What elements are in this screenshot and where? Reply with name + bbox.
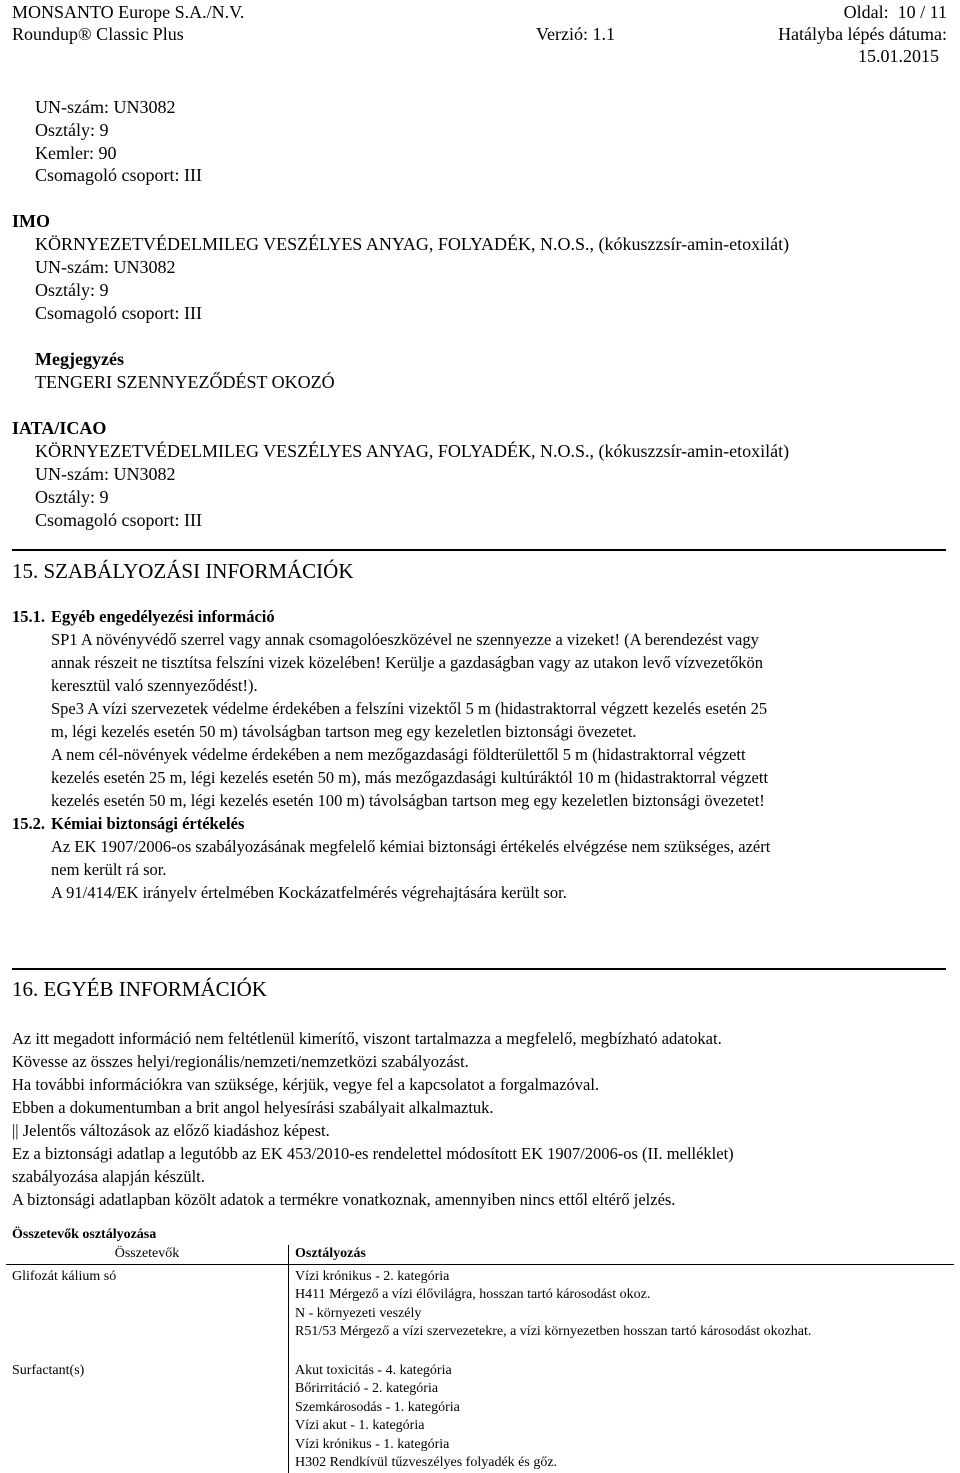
info-line: A biztonsági adatlapban közölt adatok a termékre vonatkoznak, amennyiben nincs ettől eltérő jelzés. — [12, 1190, 676, 1209]
imo-line: UN-szám: UN3082 — [35, 257, 176, 277]
classification-title: Összetevők osztályozása — [12, 1227, 157, 1242]
classification-table — [6, 1245, 954, 1473]
note-text: TENGERI SZENNYEZŐDÉST OKOZÓ — [35, 372, 335, 392]
iata-line: Osztály: 9 — [35, 487, 109, 507]
paragraph-line: annak részeit ne tisztítsa felszíni vizek közelében! Kerülje a gazdaságban vagy az utakon levő vízvezetőkön — [51, 653, 763, 672]
header-row-2 — [12, 24, 947, 45]
subsection-15-1-title: Egyéb engedélyezési információ — [51, 607, 275, 626]
classification-item: H302 Rendkívül tűzveszélyes folyadék és gőz. — [295, 1455, 558, 1470]
component-name: Glifozát kálium só — [6, 1264, 289, 1342]
section-15-title: 15. SZABÁLYOZÁSI INFORMÁCIÓK — [12, 559, 354, 583]
paragraph-line: kezelés esetén 50 m, légi kezelés esetén 100 m) távolságban tartson meg egy kezeletlen biztonsági övezetet! — [51, 791, 765, 810]
imo-line: KÖRNYEZETVÉDELMILEG VESZÉLYES ANYAG, FOLYADÉK, N.O.S., (kókuszzsír-amin-etoxilát) — [35, 234, 790, 254]
transport-line: Kemler: 90 — [35, 143, 117, 163]
section-divider — [12, 968, 946, 970]
paragraph-line: Az EK 1907/2006-os szabályozásának megfelelő kémiai biztonsági értékelés elvégzése nem szükséges, azért — [51, 837, 771, 856]
product-name: Roundup® Classic Plus — [12, 24, 184, 44]
subsection-15-2-number: 15.2. — [12, 814, 45, 833]
iata-line: Csomagoló csoport: III — [35, 510, 202, 530]
info-line: Ez a biztonsági adatlap a legutóbb az EK 453/2010-es rendelettel módosított EK 1907/2006-os (II. melléklet) — [12, 1144, 734, 1163]
info-line: Az itt megadott információ nem feltétlenül kimerítő, viszont tartalmazza a megfelelő, megbízható adatokat. — [12, 1029, 722, 1048]
subsection-15-1-number: 15.1. — [12, 607, 45, 626]
table-row — [6, 1362, 954, 1473]
classification-cell — [289, 1264, 955, 1342]
spacer-cell — [6, 1342, 289, 1362]
table-spacer — [6, 1342, 954, 1362]
column-header-classification: Osztályozás — [289, 1245, 955, 1264]
section-divider — [12, 549, 946, 551]
paragraph-line: nem került rá sor. — [51, 860, 167, 879]
info-line: Kövesse az összes helyi/regionális/nemzeti/nemzetközi szabályozást. — [12, 1052, 469, 1071]
note-title: Megjegyzés — [35, 349, 124, 369]
paragraph-line: A 91/414/EK irányelv értelmében Kockázatfelmérés végrehajtására került sor. — [51, 883, 567, 902]
effective-date: 15.01.2015 — [858, 46, 939, 66]
column-header-component: Összetevők — [6, 1245, 289, 1264]
imo-line: Csomagoló csoport: III — [35, 303, 202, 323]
info-line: szabályozása alapján készült. — [12, 1167, 205, 1186]
iata-line: KÖRNYEZETVÉDELMILEG VESZÉLYES ANYAG, FOLYADÉK, N.O.S., (kókuszzsír-amin-etoxilát) — [35, 441, 790, 461]
classification-item: Vízi krónikus - 1. kategória — [295, 1436, 450, 1452]
info-line: Ha további információkra van szüksége, kérjük, vegye fel a kapcsolatot a forgalmazóval. — [12, 1075, 600, 1094]
paragraph-line: keresztül való szennyeződést!). — [51, 676, 258, 695]
imo-title: IMO — [12, 211, 50, 231]
classification-cell — [289, 1362, 955, 1473]
paragraph-line: A nem cél-növények védelme érdekében a nem mezőgazdasági földterülettől 5 m (hidastraktorral végzett — [51, 745, 746, 764]
paragraph-line: Spe3 A vízi szervezetek védelme érdekében a felszíni vizektől 5 m (hidastraktorral végzett kezelés esetén 25 — [51, 699, 768, 718]
paragraph-line: SP1 A növényvédő szerrel vagy annak csomagolóeszközével ne szennyezze a vizeket! (A berendezést vagy — [51, 630, 759, 649]
section-16-title: 16. EGYÉB INFORMÁCIÓK — [12, 977, 267, 1001]
spacer-cell — [289, 1342, 955, 1362]
classification-item: Szemkárosodás - 1. kategória — [295, 1399, 460, 1415]
transport-line: UN-szám: UN3082 — [35, 97, 176, 117]
info-line: Ebben a dokumentumban a brit angol helyesírási szabályait alkalmaztuk. — [12, 1098, 494, 1117]
table-row — [6, 1264, 954, 1342]
classification-item: H411 Mérgező a vízi élővilágra, hosszan tartó károsodást okoz. — [295, 1287, 651, 1302]
imo-line: Osztály: 9 — [35, 280, 109, 300]
classification-item: Bőrirritáció - 2. kategória — [295, 1381, 439, 1396]
iata-line: UN-szám: UN3082 — [35, 464, 176, 484]
page-number: Oldal: 10 / 11 — [843, 2, 947, 22]
classification-item: N - környezeti veszély — [295, 1305, 422, 1321]
header-row-1 — [12, 2, 947, 23]
classification-item: Vízi akut - 1. kategória — [295, 1418, 425, 1433]
iata-title: IATA/ICAO — [12, 418, 107, 438]
paragraph-line: m, légi kezelés esetén 50 m) távolságban tartson meg egy kezeletlen biztonsági övezetet. — [51, 722, 637, 741]
paragraph-line: kezelés esetén 25 m, légi kezelés esetén 50 m), más mezőgazdasági kultúráktól 10 m (hidastraktorral végzett — [51, 768, 769, 787]
transport-line: Csomagoló csoport: III — [35, 165, 202, 185]
classification-item: Vízi krónikus - 2. kategória — [295, 1268, 450, 1284]
info-line: || Jelentős változások az előző kiadáshoz képest. — [12, 1121, 330, 1140]
classification-item: Akut toxicitás - 4. kategória — [295, 1362, 452, 1378]
company-name: MONSANTO Europe S.A./N.V. — [12, 2, 245, 22]
component-name: Surfactant(s) — [6, 1362, 289, 1473]
effective-date-label: Hatályba lépés dátuma: — [778, 24, 947, 44]
transport-line: Osztály: 9 — [35, 120, 109, 140]
subsection-15-2-title: Kémiai biztonsági értékelés — [51, 814, 245, 833]
classification-item: R51/53 Mérgező a vízi szervezetekre, a vízi környezetben hosszan tartó károsodást okozhat. — [295, 1324, 812, 1339]
version-label: Verzió: 1.1 — [536, 24, 615, 44]
